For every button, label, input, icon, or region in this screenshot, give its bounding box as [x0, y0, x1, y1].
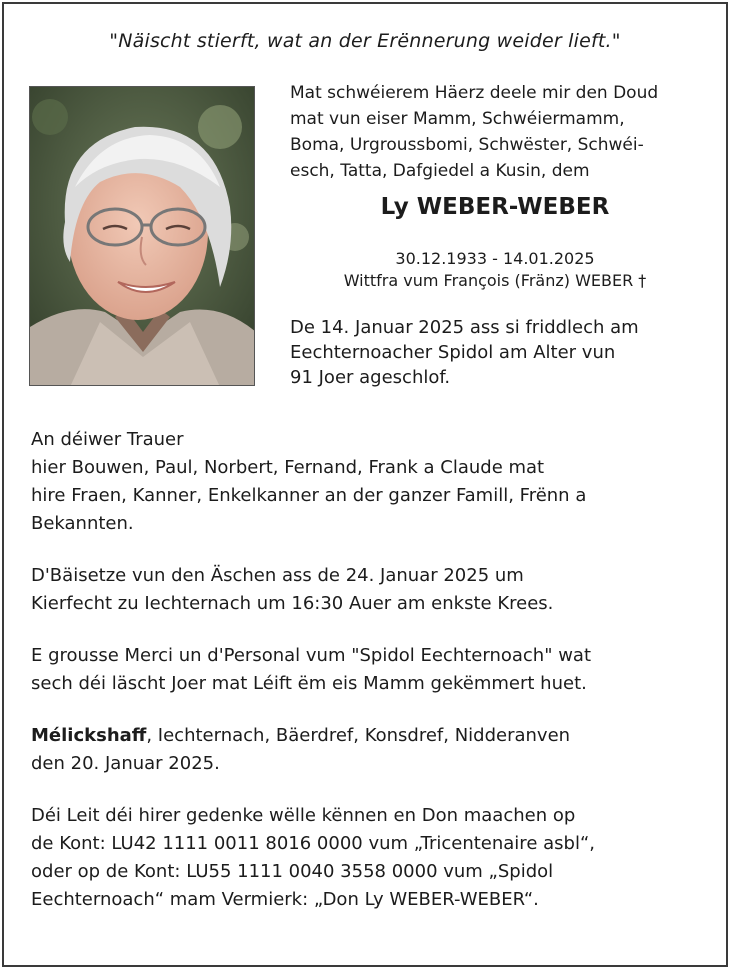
mourners-line: hire Fraen, Kanner, Enkelkanner an der ganzer Famill, Frënn a: [31, 485, 587, 506]
burial-paragraph: [31, 562, 701, 618]
burial-line: Kierfecht zu Iechternach um 16:30 Auer am enkste Krees.: [31, 593, 554, 614]
donation-paragraph: [31, 802, 701, 914]
passing-line: Eechternoacher Spidol am Alter vun: [290, 342, 616, 363]
mourners-line: hier Bouwen, Paul, Norbert, Fernand, Frank a Claude mat: [31, 457, 545, 478]
widow-note: Wittfra vum François (Fränz) WEBER †: [343, 271, 647, 290]
deceased-name: Ly WEBER-WEBER: [380, 194, 610, 220]
memorial-quote: "Näischt stierft, wat an der Erënnerung weider lieft.": [109, 30, 621, 52]
place-date-paragraph: [31, 722, 701, 778]
life-dates-block: [290, 248, 700, 292]
passing-line: 91 Joer ageschlof.: [290, 367, 451, 388]
intro-line: mat vun eiser Mamm, Schwéiermamm,: [290, 109, 625, 129]
intro-line: Mat schwéierem Häerz deele mir den Doud: [290, 83, 659, 103]
place-date: den 20. Januar 2025.: [31, 753, 220, 774]
passing-line: De 14. Januar 2025 ass si friddlech am: [290, 317, 639, 338]
donation-line: oder op de Kont: LU55 1111 0040 3558 0000 vum „Spidol: [31, 861, 554, 882]
mourners-paragraph: [31, 426, 701, 538]
burial-line: D'Bäisetze vun den Äschen ass de 24. Januar 2025 um: [31, 565, 524, 586]
intro-line: esch, Tatta, Dafgiedel a Kusin, dem: [290, 161, 590, 181]
place-list: , Iechternach, Bäerdref, Konsdref, Nidderanven: [146, 725, 571, 746]
mourners-line: Bekannten.: [31, 513, 134, 534]
mourners-line: An déiwer Trauer: [31, 429, 184, 450]
donation-line: Eechternoach“ mam Vermierk: „Don Ly WEBER-WEBER“.: [31, 889, 539, 910]
thanks-line: sech déi läscht Joer mat Léift ëm eis Mamm gekëmmert huet.: [31, 673, 587, 694]
portrait-photo: [29, 86, 255, 386]
place-name: Mélickshaff: [31, 725, 147, 746]
donation-line: Déi Leit déi hirer gedenke wëlle kënnen en Don maachen op: [31, 805, 576, 826]
obituary-body: [31, 426, 701, 938]
thanks-paragraph: [31, 642, 701, 698]
passing-paragraph: [290, 315, 700, 390]
intro-line: Boma, Urgroussbomi, Schwëster, Schwéi-: [290, 135, 644, 155]
thanks-line: E grousse Merci un d'Personal vum "Spidol Eechternoach" wat: [31, 645, 592, 666]
life-dates: 30.12.1933 - 14.01.2025: [395, 249, 595, 268]
intro-paragraph: [290, 80, 700, 184]
donation-line: de Kont: LU42 1111 0011 8016 0000 vum „Tricentenaire asbl“,: [31, 833, 595, 854]
